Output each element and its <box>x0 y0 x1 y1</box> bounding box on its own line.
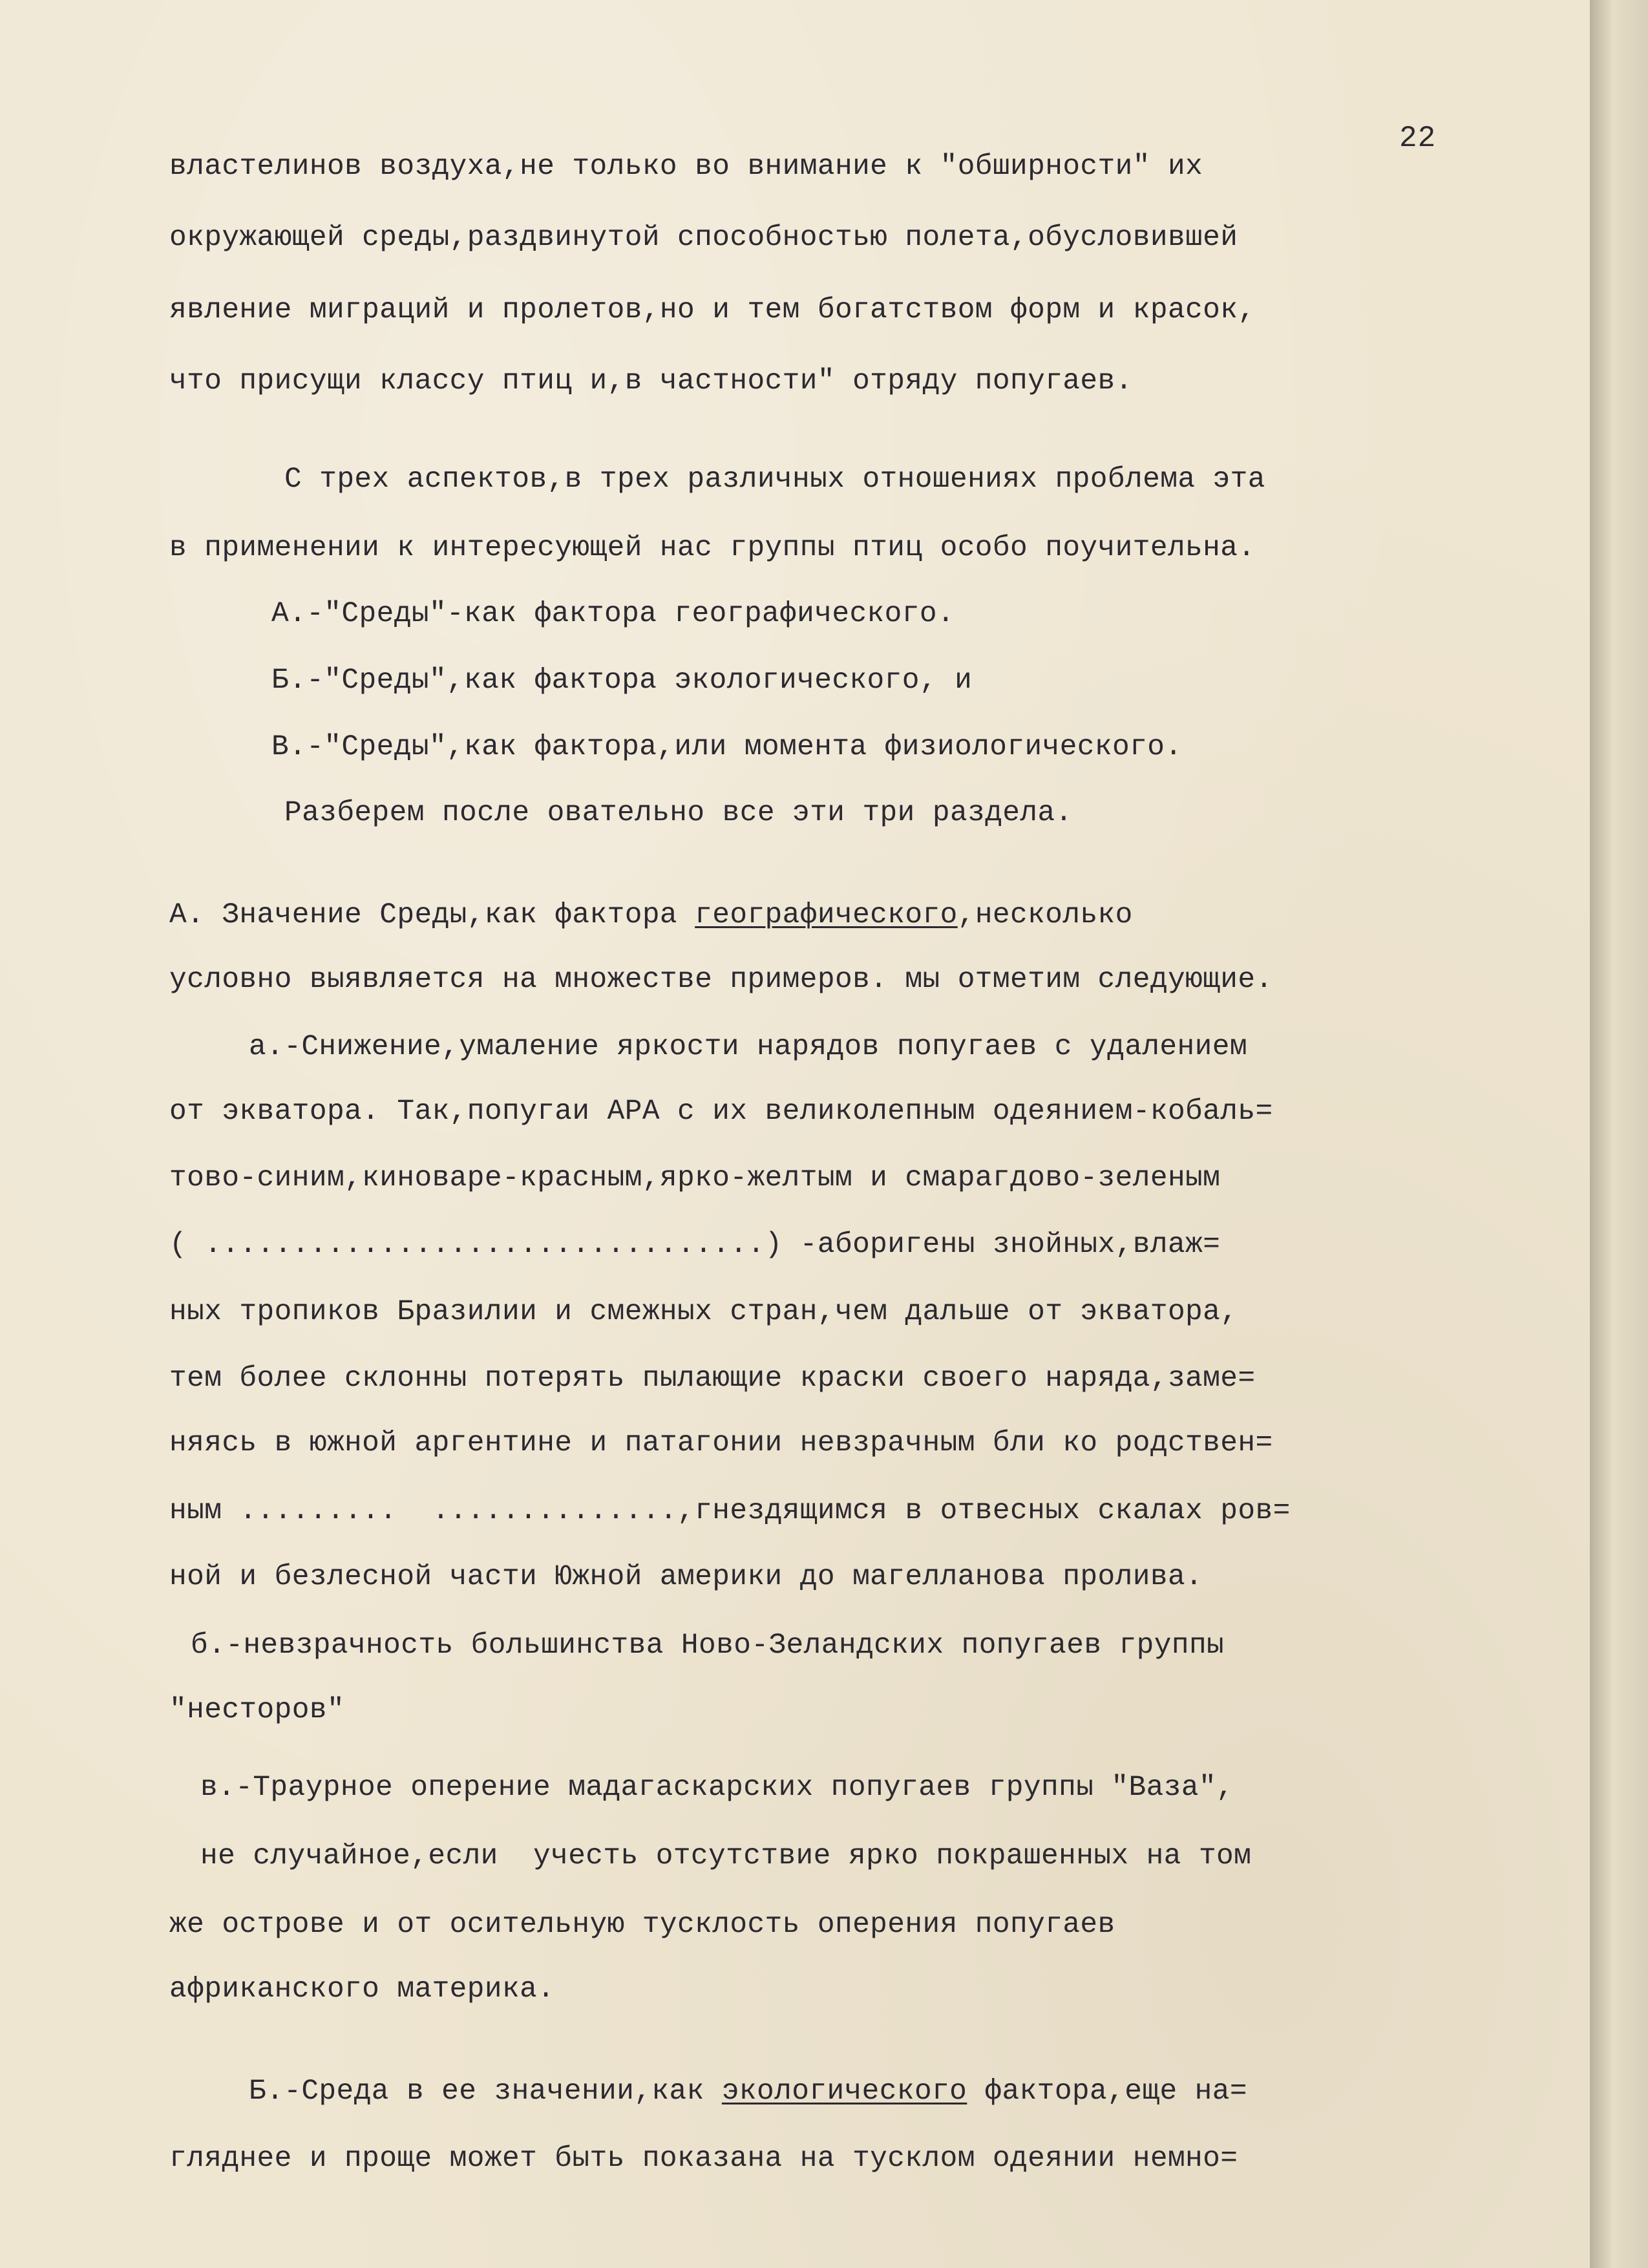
text-line: В.-"Среды",как фактора,или момента физиологического. <box>271 731 1183 763</box>
text-line: А.-"Среды"-как фактора географического. <box>271 598 955 630</box>
text-line: властелинов воздуха,не только во внимание к "обширности" их <box>169 151 1203 183</box>
text-line: не случайное,если учесть отсутствие ярко покрашенных на том <box>200 1840 1252 1872</box>
underlined-term: экологического <box>721 2075 967 2108</box>
page-number: 22 <box>1399 122 1437 155</box>
text-line: африканского материка. <box>169 1973 555 2006</box>
text-line: окружающей среды,раздвинутой способностью полета,обусловившей <box>169 222 1238 254</box>
text-line: "несторов" <box>169 1694 345 1726</box>
text-line: б.-невзрачность большинства Ново-Зеландских попугаев группы <box>191 1629 1225 1662</box>
text-line: условно выявляется на множестве примеров. мы отметим следующие. <box>169 964 1273 996</box>
text-line: С трех аспектов,в трех различных отношениях проблема эта <box>284 463 1265 496</box>
text-line: явление миграций и пролетов,но и тем богатством форм и красок, <box>169 294 1256 326</box>
text-line: гляднее и проще может быть показана на тусклом одеянии немно= <box>169 2143 1238 2175</box>
text-line: ( ................................) -аборигены знойных,влаж= <box>169 1229 1221 1261</box>
text-line: в.-Траурное оперение мадагаскарских попугаев группы "Ваза", <box>200 1772 1234 1804</box>
text-line: ных тропиков Бразилии и смежных стран,чем дальше от экватора, <box>169 1296 1238 1328</box>
text-line: Б.-Среда в ее значении,как экологического фактора,еще на= <box>249 2075 1247 2108</box>
text-line: А. Значение Среды,как фактора географического,несколько <box>169 899 1133 931</box>
underlined-term: географического <box>695 899 958 931</box>
text-line: ным ......... ..............,гнездящимся в отвесных скалах ров= <box>169 1495 1291 1527</box>
text-line: Б.-"Среды",как фактора экологического, и <box>271 664 973 697</box>
text-line: Разберем после овательно все эти три раздела. <box>284 797 1073 829</box>
background-edge <box>1590 0 1648 2268</box>
text-line: от экватора. Так,попугаи АРА с их великолепным одеянием-кобаль= <box>169 1096 1273 1128</box>
text-line: ной и безлесной части Южной америки до магелланова пролива. <box>169 1561 1203 1593</box>
text-line: же острове и от осительную тусклость оперения попугаев <box>169 1909 1115 1941</box>
text-line: а.-Снижение,умаление яркости нарядов попугаев с удалением <box>249 1031 1247 1063</box>
text-line: что присущи классу птиц и,в частности" отряду попугаев. <box>169 365 1133 397</box>
text-line: тем более склонны потерять пылающие краски своего наряда,заме= <box>169 1362 1256 1395</box>
text-line: няясь в южной аргентине и патагонии невзрачным бли ко родствен= <box>169 1427 1273 1459</box>
text-line: в применении к интересующей нас группы птиц особо поучительна. <box>169 532 1256 564</box>
text-line: тово-синим,киноваре-красным,ярко-желтым и смарагдово-зеленым <box>169 1162 1221 1194</box>
